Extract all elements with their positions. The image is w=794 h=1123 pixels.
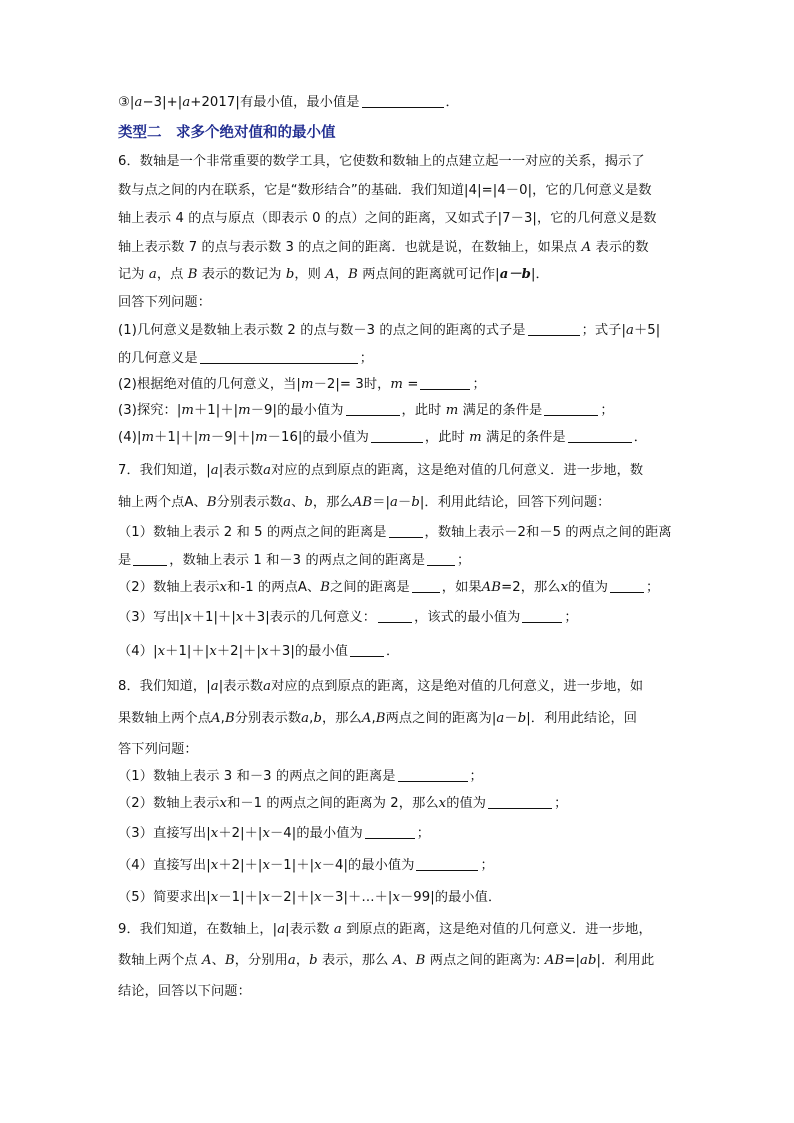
answer-blank xyxy=(544,401,598,416)
text-run: ，点 xyxy=(156,267,188,282)
text-run: =2，那么 xyxy=(501,580,561,595)
text-run: |．利用此 xyxy=(596,953,655,968)
math-variable: x xyxy=(209,644,217,659)
math-variable: a xyxy=(626,323,634,338)
text-run: 满足的条件是 xyxy=(481,430,566,445)
answer-blank xyxy=(398,767,468,782)
math-expression: a－b xyxy=(499,267,531,282)
math-variable: a xyxy=(287,953,296,968)
text-run: 轴上表示数 7 的点与表示数 3 的点之间的距离．也就是说，在数轴上，如果点 xyxy=(118,240,582,255)
math-variable: A xyxy=(361,711,372,726)
answer-blank xyxy=(568,428,632,443)
math-variable: b xyxy=(309,953,318,968)
answer-blank xyxy=(412,578,440,593)
text-run: ；式子| xyxy=(581,323,627,338)
line-l5 xyxy=(118,238,649,258)
text-run: 数与点之间的内在联系，它是“数形结合”的基础．我们知道|4|=|4－0|，它的几何意义是数 xyxy=(118,183,652,198)
line-l21 xyxy=(118,709,637,729)
text-run: 9．我们知道，在数轴上，| xyxy=(118,922,278,937)
text-run: 结论，回答以下问题： xyxy=(118,984,251,999)
line-l14 xyxy=(118,493,610,513)
math-variable: x xyxy=(219,580,228,595)
text-run: －9|的最小值为 xyxy=(250,403,344,418)
text-run: ； xyxy=(472,377,486,392)
math-variable: a xyxy=(263,463,272,478)
text-run: 分别表示数 xyxy=(216,495,284,510)
math-variable: x xyxy=(262,890,271,905)
text-run: , xyxy=(371,711,376,726)
text-run: ＋1|＋| xyxy=(154,430,199,445)
text-run: ，那么 xyxy=(312,495,353,510)
math-variable: m xyxy=(390,377,404,392)
answer-blank xyxy=(427,551,455,566)
text-run: －4|的最小值为 xyxy=(321,858,415,873)
math-variable: x xyxy=(438,796,447,811)
math-variable: A xyxy=(202,953,212,968)
math-variable: m xyxy=(238,403,251,418)
line-l19 xyxy=(118,642,399,662)
math-variable: a xyxy=(580,953,588,968)
text-run: ，此时 xyxy=(424,430,470,445)
math-variable: x xyxy=(560,580,569,595)
text-run: （4）直接写出| xyxy=(118,858,211,873)
line-l15 xyxy=(118,523,672,543)
math-variable: m xyxy=(445,403,459,418)
text-run: ＝| xyxy=(372,495,391,510)
line-l26 xyxy=(118,856,494,876)
math-variable: a xyxy=(210,679,219,694)
text-run: ． xyxy=(445,95,459,110)
line-l27 xyxy=(118,888,501,908)
line-l28 xyxy=(118,920,652,940)
text-run: （4）| xyxy=(118,644,158,659)
math-variable: x xyxy=(262,826,271,841)
line-l6 xyxy=(118,265,549,285)
line-l16 xyxy=(118,551,470,571)
text-run: ，分别用 xyxy=(234,953,288,968)
text-run: 、 xyxy=(211,953,225,968)
text-run: 和－1 的两点之间的距离为 2，那么 xyxy=(227,796,439,811)
text-run: |．利用此结论，回答下列问题： xyxy=(419,495,611,510)
math-variable: a xyxy=(333,922,342,937)
text-run: ，此时 xyxy=(401,403,446,418)
text-run: 数轴上两个点 xyxy=(118,953,203,968)
text-run: (1)几何意义是数轴上表示数 2 的点与数－3 的点之间的距离的式子是 xyxy=(118,323,526,338)
text-run: 满足的条件是 xyxy=(458,403,543,418)
math-variable: x xyxy=(262,858,271,873)
text-run: 、 xyxy=(291,495,305,510)
text-run: （1）数轴上表示 2 和 5 的两点之间的距离是 xyxy=(118,525,387,540)
math-variable: m xyxy=(300,377,314,392)
text-run: 轴上表示 4 的点与原点（即表示 0 的点）之间的距离，又如式子|7－3|，它的几何意义是数 xyxy=(118,211,657,226)
text-run: 之间的距离是 xyxy=(330,580,410,595)
text-run: ③| xyxy=(118,95,135,110)
text-run: ＋3|的最小值 xyxy=(268,644,349,659)
math-variable: x xyxy=(210,826,219,841)
text-run: 表示的数 xyxy=(591,240,649,255)
line-l10 xyxy=(118,375,486,395)
math-variable: m xyxy=(255,430,268,445)
text-run: 果数轴上两个点 xyxy=(118,711,212,726)
text-run: 的值为 xyxy=(568,580,609,595)
text-run: －16|的最小值为 xyxy=(267,430,369,445)
text-run: (2)根据绝对值的几何意义，当| xyxy=(118,377,301,392)
text-run: ，则 xyxy=(294,267,326,282)
math-variable: B xyxy=(224,711,235,726)
answer-blank xyxy=(488,794,552,809)
math-variable: b xyxy=(304,495,313,510)
answer-blank xyxy=(200,349,358,364)
text-run: 记为 xyxy=(118,267,149,282)
math-variable: B xyxy=(206,495,217,510)
text-run: ； xyxy=(600,403,614,418)
text-run: ． xyxy=(386,644,400,659)
text-run: ， xyxy=(295,953,310,968)
math-variable: a xyxy=(283,495,292,510)
text-run: 轴上两个点A、 xyxy=(118,495,207,510)
math-variable: a xyxy=(301,711,310,726)
math-variable: AB xyxy=(544,953,565,968)
math-variable: b xyxy=(588,953,597,968)
text-run: 、 xyxy=(402,953,416,968)
line-l29 xyxy=(118,951,654,971)
line-l25 xyxy=(118,824,430,844)
math-variable: m xyxy=(141,430,155,445)
math-variable: b xyxy=(517,711,527,726)
text-run: 8．我们知道，| xyxy=(118,679,211,694)
text-run: ＋2|＋| xyxy=(216,644,262,659)
text-run: 7．我们知道，| xyxy=(118,463,211,478)
text-run: ，数轴上表示－2和－5 的两点之间的距离 xyxy=(424,525,672,540)
text-run: （3）写出| xyxy=(118,610,185,625)
text-run: 答下列问题： xyxy=(118,742,198,757)
math-variable: a xyxy=(263,679,272,694)
text-run: ； xyxy=(359,351,374,366)
line-l7 xyxy=(118,293,211,313)
math-variable: A xyxy=(392,953,403,968)
math-variable: b xyxy=(285,267,295,282)
text-run: ＋3|表示的几何意义： xyxy=(243,610,377,625)
math-variable: m xyxy=(181,403,194,418)
math-variable: B xyxy=(320,580,331,595)
text-run: －4|的最小值为 xyxy=(270,826,363,841)
text-run: ＋2|＋| xyxy=(218,858,263,873)
math-variable: x xyxy=(184,610,192,625)
math-variable: x xyxy=(210,858,219,873)
text-run: 到原点的距离，这是绝对值的几何意义．进一步地， xyxy=(341,922,652,937)
math-variable: x xyxy=(314,858,322,873)
text-run: ； xyxy=(554,796,568,811)
text-run: 和-1 的两点A、 xyxy=(227,580,321,595)
text-run: －1|＋| xyxy=(270,858,315,873)
math-variable: A xyxy=(211,711,221,726)
math-variable: x xyxy=(235,610,244,625)
text-run: －3|＋…＋| xyxy=(321,890,393,905)
text-run: （2）数轴上表示 xyxy=(118,580,220,595)
text-run: 分别表示数 xyxy=(234,711,302,726)
text-run: |表示数 xyxy=(285,922,334,937)
text-run: － xyxy=(398,495,412,510)
text-run: 回答下列问题： xyxy=(118,295,212,310)
text-run: （3）直接写出| xyxy=(118,826,211,841)
text-run: －2|= 3时， xyxy=(313,377,391,392)
text-run: 表示，那么 xyxy=(317,953,393,968)
line-l2 xyxy=(118,152,645,172)
text-run: ＋2|＋| xyxy=(218,826,263,841)
text-run: ； xyxy=(480,858,494,873)
line-l12 xyxy=(118,428,647,448)
text-run: ， xyxy=(334,267,349,282)
text-run: −3|+| xyxy=(142,95,183,110)
text-run: ＋1|＋| xyxy=(194,403,239,418)
text-run: ； xyxy=(416,826,431,841)
line-l8 xyxy=(118,321,660,341)
line-l3 xyxy=(118,181,652,201)
line-l9 xyxy=(118,349,373,369)
text-run: －2|＋| xyxy=(270,890,315,905)
text-run: |． xyxy=(530,267,549,282)
text-run: +2017|有最小值，最小值是 xyxy=(190,95,360,110)
math-variable: B xyxy=(415,953,426,968)
math-variable: a xyxy=(210,463,219,478)
math-variable: x xyxy=(392,890,400,905)
answer-blank xyxy=(610,578,644,593)
text-run: ＋1|＋| xyxy=(191,610,236,625)
line-l18 xyxy=(118,608,578,628)
section-heading: 类型二 求多个绝对值和的最小值 xyxy=(118,125,336,141)
text-run: 两点之间的距离为: xyxy=(425,953,545,968)
answer-blank xyxy=(350,642,384,657)
text-run: 对应的点到原点的距离，这是绝对值的几何意义，进一步地，如 xyxy=(271,679,644,694)
text-run: （1）数轴上表示 3 和－3 的两点之间的距离是 xyxy=(118,769,396,784)
text-run: 是 xyxy=(118,553,132,568)
math-variable: a xyxy=(277,922,286,937)
text-run: － xyxy=(504,711,518,726)
text-run: －9|＋| xyxy=(210,430,256,445)
math-variable: a xyxy=(148,267,157,282)
text-run: ； xyxy=(646,580,660,595)
answer-blank xyxy=(346,401,400,416)
math-variable: B xyxy=(224,953,235,968)
text-run: ＋5| xyxy=(633,323,661,338)
text-run: , xyxy=(309,711,314,726)
text-run: 两点间的距离就可记作| xyxy=(357,267,500,282)
text-run: ，那么 xyxy=(321,711,362,726)
text-run: ； xyxy=(564,610,578,625)
text-run: , xyxy=(220,711,225,726)
math-variable: a xyxy=(496,711,505,726)
text-run: ； xyxy=(457,553,471,568)
math-variable: x xyxy=(210,890,219,905)
text-run: （5）简要求出| xyxy=(118,890,211,905)
text-run: ＋1|＋| xyxy=(165,644,210,659)
math-variable: x xyxy=(157,644,166,659)
text-run: 的值为 xyxy=(446,796,487,811)
math-variable: AB xyxy=(352,495,373,510)
math-variable: a xyxy=(390,495,399,510)
text-run: (3)探究：| xyxy=(118,403,182,418)
math-variable: x xyxy=(219,796,228,811)
line-l17 xyxy=(118,578,659,598)
answer-blank xyxy=(371,428,423,443)
answer-blank xyxy=(362,93,444,108)
text-run: ，该式的最小值为 xyxy=(414,610,521,625)
text-run: = xyxy=(403,377,419,392)
line-l11 xyxy=(118,401,614,421)
math-variable: m xyxy=(198,430,211,445)
math-variable: A xyxy=(325,267,335,282)
text-run: (4)| xyxy=(118,430,142,445)
math-variable: AB xyxy=(481,580,502,595)
answer-blank xyxy=(420,375,470,390)
text-run: ． xyxy=(633,430,648,445)
line-l20 xyxy=(118,677,643,697)
math-variable: x xyxy=(261,644,269,659)
math-variable: B xyxy=(187,267,198,282)
math-variable: m xyxy=(469,430,482,445)
text-run: ，如果 xyxy=(441,580,482,595)
text-run: ； xyxy=(469,769,483,784)
answer-blank xyxy=(416,856,478,871)
answer-blank xyxy=(522,608,562,623)
math-variable: x xyxy=(314,890,322,905)
answer-blank xyxy=(378,608,412,623)
text-run: =| xyxy=(564,953,581,968)
text-run: ，数轴上表示 1 和－3 的两点之间的距离是 xyxy=(169,553,426,568)
text-run: |．利用此结论，回 xyxy=(526,711,638,726)
answer-blank xyxy=(528,321,580,336)
text-run: 的几何意义是 xyxy=(118,351,198,366)
text-run: 表示的数记为 xyxy=(197,267,286,282)
math-variable: a xyxy=(134,95,143,110)
text-run: |表示数 xyxy=(218,679,264,694)
math-variable: A xyxy=(581,240,592,255)
line-l30 xyxy=(118,982,251,1002)
math-variable: b xyxy=(313,711,322,726)
answer-blank xyxy=(389,523,423,538)
line-l24 xyxy=(118,794,567,814)
line-l0 xyxy=(118,93,459,113)
text-run: |表示数 xyxy=(218,463,264,478)
line-l13 xyxy=(118,461,643,481)
text-run: 两点之间的距离为| xyxy=(385,711,497,726)
math-variable: B xyxy=(375,711,386,726)
answer-blank xyxy=(365,824,415,839)
text-run: －99|的最小值． xyxy=(400,890,502,905)
math-variable: b xyxy=(411,495,420,510)
text-run: 对应的点到原点的距离，这是绝对值的几何意义．进一步地，数 xyxy=(271,463,644,478)
answer-blank xyxy=(133,551,167,566)
text-run: （2）数轴上表示 xyxy=(118,796,220,811)
line-l23 xyxy=(118,767,483,787)
text-run: 6．数轴是一个非常重要的数学工具，它使数和数轴上的点建立起一一对应的关系，揭示了 xyxy=(118,154,645,169)
line-l22 xyxy=(118,740,198,760)
line-l4 xyxy=(118,209,657,229)
math-variable: a xyxy=(182,95,191,110)
text-run: －1|＋| xyxy=(218,890,263,905)
math-variable: B xyxy=(348,267,358,282)
